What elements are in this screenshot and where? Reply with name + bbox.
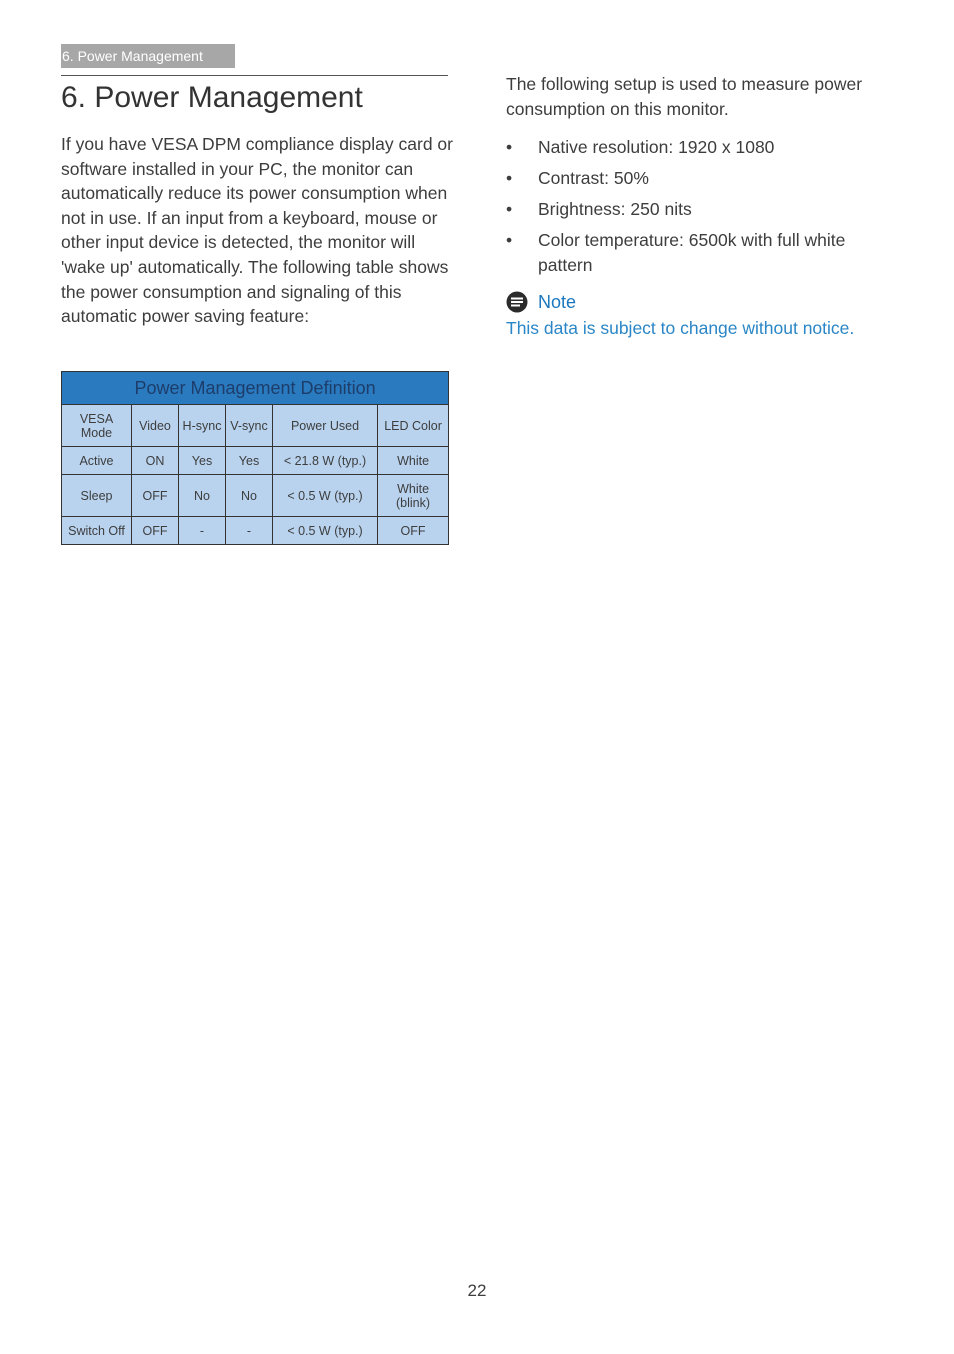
setup-intro: The following setup is used to measure power consumption on this monitor. [506,74,863,119]
table-row [62,447,449,475]
note-text: This data is subject to change without notice. [506,318,855,338]
intro-paragraph: If you have VESA DPM compliance display card or software installed in your PC, the monitor can automatically reduce its power consumption when not in use. If an input from a keyboard, mouse or other input device is detected, the monitor will 'wake up' automatically. The following table shows the power consumption and signaling of this automatic power saving feature: [61,134,453,327]
list-item-text: Brightness: 250 nits [538,199,692,220]
table-cell: < 21.8 W (typ.) [273,447,378,475]
bullet: • [506,230,513,251]
bullet: • [506,137,513,157]
col-header-video: Video [132,405,179,447]
list-item-text: Native resolution: 1920 x 1080 [538,137,775,157]
col-header-power-used: Power Used [273,405,378,447]
table-row [62,517,449,545]
list-item [506,197,896,222]
table-cell: Active [62,447,132,475]
note-heading [506,290,576,314]
table-cell: OFF [378,517,449,545]
list-item [506,228,896,277]
bullet: • [506,199,513,220]
bullet: • [506,168,513,189]
table-cell: < 0.5 W (typ.) [273,475,378,517]
table-cell: - [179,517,226,545]
table-cell: OFF [132,475,179,517]
page-title: 6. Power Management [61,81,363,114]
power-management-table [61,371,449,545]
table-cell: White [378,447,449,475]
page-number: 22 [467,1281,487,1300]
table-cell: Switch Off [62,517,132,545]
col-header-vesa-mode: VESA Mode [62,405,132,447]
title-rule [61,75,448,76]
table-cell: White (blink) [378,475,449,517]
list-item-text: Color temperature: 6500k with full white pattern [538,230,846,275]
table-cell: Yes [226,447,273,475]
table-cell: Sleep [62,475,132,517]
note-title: Note [538,291,577,312]
table-cell: < 0.5 W (typ.) [273,517,378,545]
setup-list [506,135,896,284]
table-cell: No [179,475,226,517]
table-cell: - [226,517,273,545]
list-item-text: Contrast: 50% [538,168,649,189]
table-cell: OFF [132,517,179,545]
col-header-h-sync: H-sync [179,405,226,447]
table-cell: No [226,475,273,517]
list-item [506,135,896,160]
table-cell: ON [132,447,179,475]
col-header-v-sync: V-sync [226,405,273,447]
note-icon [506,291,528,313]
table-caption: Power Management Definition [62,372,449,405]
header-tab: 6. Power Management [61,44,235,68]
list-item [506,166,896,191]
table-row [62,475,449,517]
table-cell: Yes [179,447,226,475]
table-header-row [62,405,449,447]
col-header-led-color: LED Color [378,405,449,447]
